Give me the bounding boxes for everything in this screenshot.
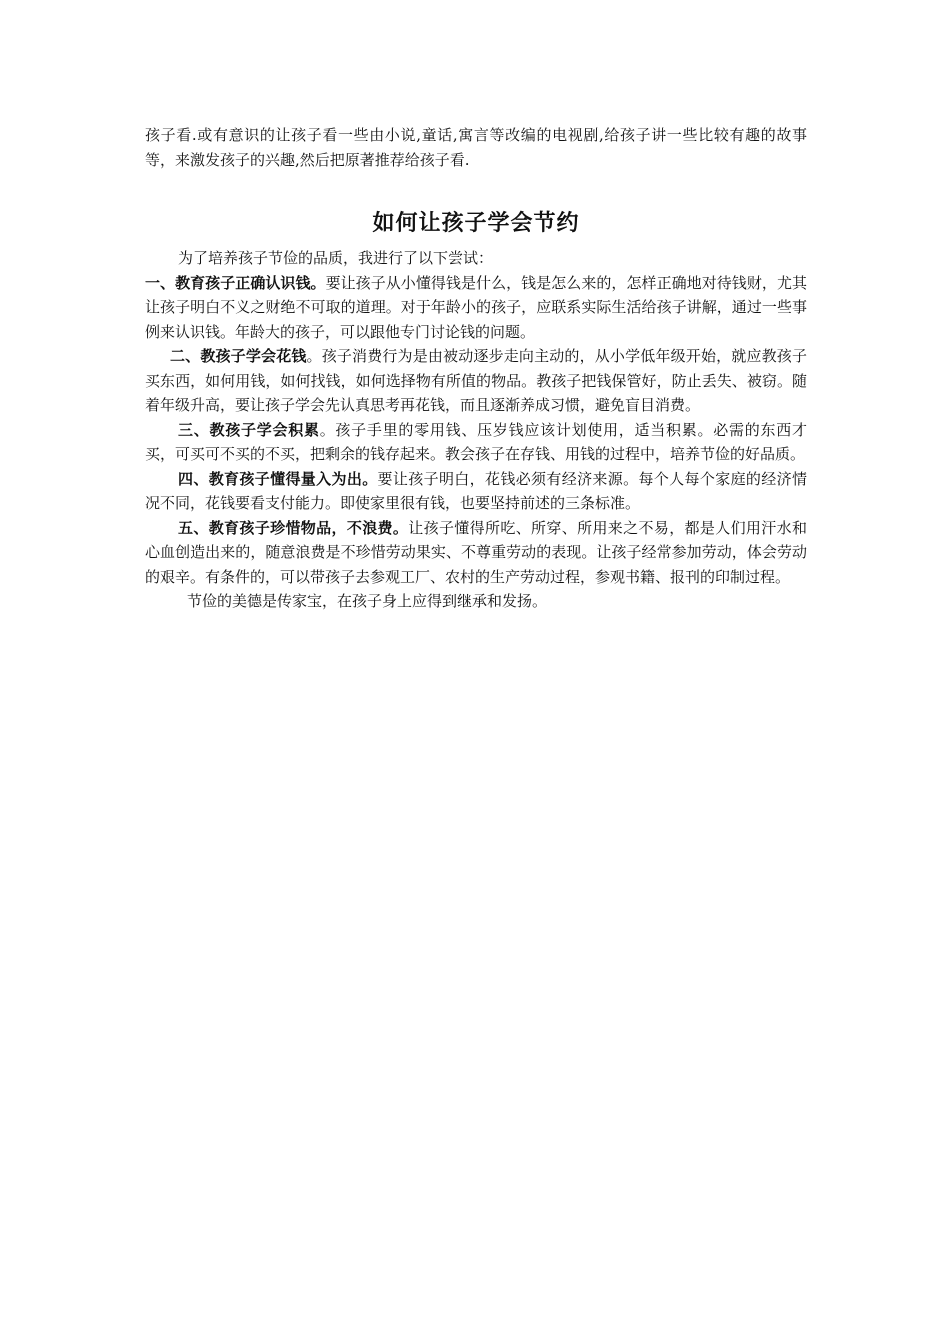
section-2-heading: 二、教孩子学会花钱 xyxy=(170,347,307,365)
section-4-body: 要让孩子明白，花钱必须有经济来源。每个人每个家庭的经济情况不同，花钱要看支付能力。即使家里很有钱，也要坚持前述的三条标准。 xyxy=(145,469,807,512)
section-1-body: 要让孩子从小懂得钱是什么，钱是怎么来的，怎样正确地对待钱财，尤其让孩子明白不义之财绝不可取的道理。对于年龄小的孩子，应联系实际生活给孩子讲解，通过一些事例来认识钱。年龄大的孩子，可以跟他专门讨论钱的问题。 xyxy=(145,273,807,341)
section-5-paragraph xyxy=(145,516,807,590)
article-title: 如何让孩子学会节约 xyxy=(372,211,580,236)
section-3-heading: 三、教孩子学会积累 xyxy=(178,420,320,439)
section-2-paragraph xyxy=(145,344,807,418)
section-3-body: 。孩子手里的零用钱、压岁钱应该计划使用，适当积累。必需的东西才买，可买可不买的不买，把剩余的钱存起来。教会孩子在存钱、用钱的过程中，培养节俭的好品质。 xyxy=(145,420,807,463)
section-3-paragraph xyxy=(145,418,807,467)
conclusion-paragraph: 节俭的美德是传家宝，在孩子身上应得到继承和发扬。 xyxy=(187,592,548,610)
intro-paragraph: 为了培养孩子节俭的品质，我进行了以下尝试： xyxy=(178,249,494,267)
section-1-heading: 一、教育孩子正确认识钱。 xyxy=(145,273,326,292)
section-4-paragraph xyxy=(145,467,807,516)
document-body xyxy=(145,123,807,614)
section-1-paragraph xyxy=(145,271,807,345)
continuation-paragraph: 孩子看.或有意识的让孩子看一些由小说,童话,寓言等改编的电视剧,给孩子讲一些比较有趣的故事等，来激发孩子的兴趣,然后把原著推荐给孩子看. xyxy=(145,126,807,169)
section-5-heading: 五、教育孩子珍惜物品，不浪费。 xyxy=(178,518,409,537)
section-5-body: 让孩子懂得所吃、所穿、所用来之不易，都是人们用汗水和心血创造出来的，随意浪费是不珍惜劳动果实、不尊重劳动的表现。让孩子经常参加劳动，体会劳动的艰辛。有条件的，可以带孩子去参观工厂、农村的生产劳动过程，参观书籍、报刊的印制过程。 xyxy=(145,518,807,586)
section-4-heading: 四、教育孩子懂得量入为出。 xyxy=(178,469,378,488)
section-2-body: 。孩子消费行为是由被动逐步走向主动的，从小学低年级开始，就应教孩子买东西，如何用钱，如何找钱，如何选择物有所值的物品。教孩子把钱保管好，防止丢失、被窃。随着年级升高，要让孩子学会先认真思考再花钱，而且逐渐养成习惯，避免盲目消费。 xyxy=(145,347,807,414)
